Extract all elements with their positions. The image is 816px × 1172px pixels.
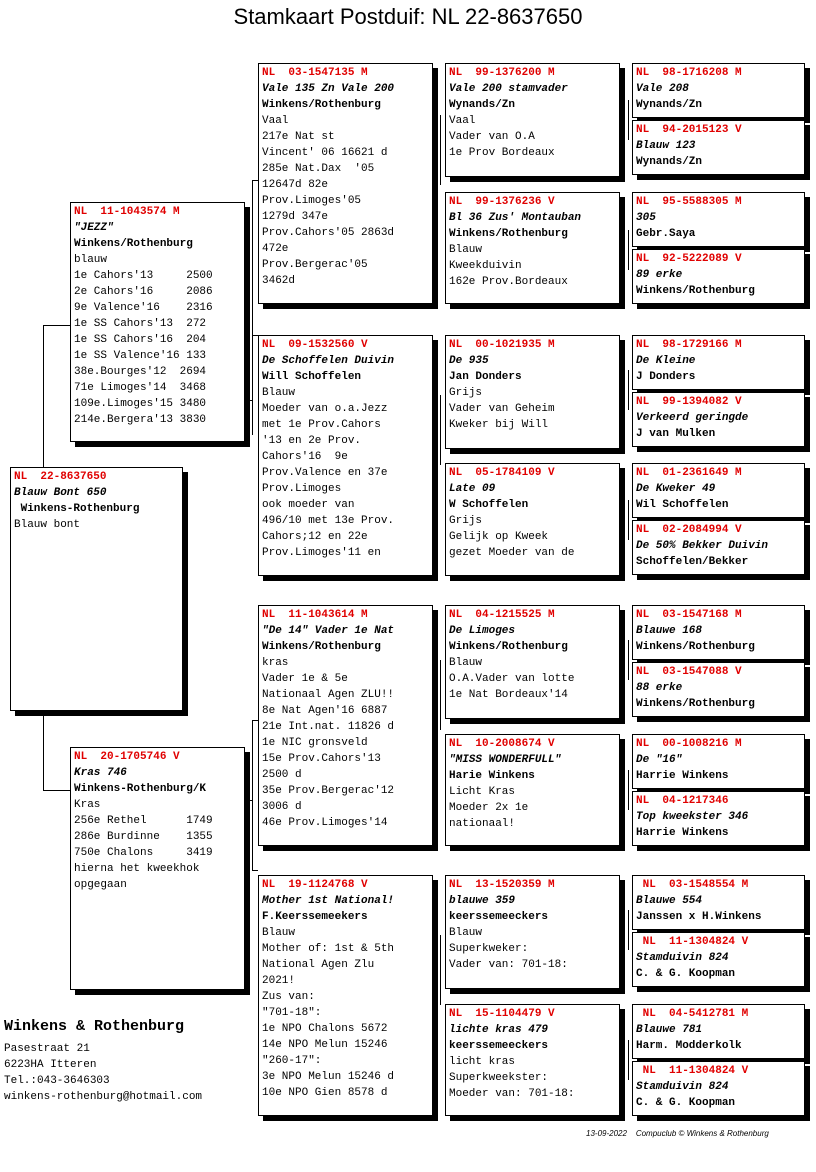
- detail-line: Blauw: [262, 927, 296, 939]
- detail-line: Prov.Limoges: [262, 483, 342, 495]
- detail-line: 1e Cahors'13 2500: [74, 270, 213, 282]
- pigeon-name: De Kweker 49: [636, 483, 716, 495]
- detail-line: 2500 d: [262, 769, 302, 781]
- detail-line: Prov.Bergerac'05: [262, 259, 368, 271]
- breeder: F.Keerssemeekers: [262, 911, 368, 923]
- breeder: Winkens-Rothenburg/K: [74, 783, 207, 795]
- owner-email: winkens-rothenburg@hotmail.com: [4, 1091, 203, 1103]
- ring-number: NL 11-1304824 V: [636, 936, 749, 948]
- ancestor-card-g11: [632, 734, 805, 789]
- breeder: Winkens-Rothenburg: [14, 503, 140, 515]
- connector-line: [43, 325, 70, 326]
- detail-line: Moeder van o.a.Jezz: [262, 403, 388, 415]
- breeder: Janssen x H.Winkens: [636, 911, 762, 923]
- pigeon-name: Vale 208: [636, 83, 689, 95]
- ring-number: NL 11-1043574 M: [74, 206, 180, 218]
- ring-number: NL 10-2008674 V: [449, 738, 555, 750]
- detail-line: Vader van O.A: [449, 131, 535, 143]
- pigeon-name: De 50% Bekker Duivin: [636, 540, 769, 552]
- detail-line: 750e Chalons 3419: [74, 847, 213, 859]
- detail-line: Blauw: [449, 244, 483, 256]
- ring-number: NL 95-5588305 M: [636, 196, 742, 208]
- ancestor-card-g1: [632, 63, 805, 118]
- granddam-paternal-card: [258, 335, 433, 576]
- connector-line: [43, 711, 44, 791]
- pigeon-name: Vale 200 stamvader: [449, 83, 568, 95]
- ancestor-card-g14: [632, 932, 805, 987]
- ancestor-card-mfm: [445, 734, 620, 846]
- pigeon-name: De Limoges: [449, 625, 516, 637]
- detail-line: 256e Rethel 1749: [74, 815, 213, 827]
- ring-number: NL 05-1784109 V: [449, 467, 555, 479]
- ancestor-card-g12: [632, 791, 805, 846]
- detail-line: '13 en 2e Prov.: [262, 435, 362, 447]
- detail-line: 1e Nat Bordeaux'14: [449, 689, 568, 701]
- detail-line: Cahors;12 en 22e: [262, 531, 368, 543]
- detail-line: 21e Int.nat. 11826 d: [262, 721, 395, 733]
- detail-line: Nationaal Agen ZLU!!: [262, 689, 395, 701]
- breeder: Harrie Winkens: [636, 770, 729, 782]
- pigeon-name: Verkeerd geringde: [636, 412, 749, 424]
- breeder: Winkens/Rothenburg: [449, 228, 568, 240]
- detail-line: 15e Prov.Cahors'13: [262, 753, 381, 765]
- breeder: Will Schoffelen: [262, 371, 362, 383]
- pigeon-name: Vale 135 Zn Vale 200: [262, 83, 395, 95]
- detail-line: 1e SS Cahors'13 272: [74, 318, 207, 330]
- detail-line: Kweker bij Will: [449, 419, 549, 431]
- print-date: 13-09-2022: [586, 1129, 627, 1138]
- detail-line: Superkweker:: [449, 943, 529, 955]
- owner-name: Winkens & Rothenburg: [4, 1018, 185, 1035]
- grandsire-maternal-card: [258, 605, 433, 846]
- ring-number: NL 99-1394082 V: [636, 396, 742, 408]
- connector-line: [252, 180, 253, 335]
- detail-line: 1e SS Valence'16 133: [74, 350, 207, 362]
- ancestor-card-g6: [632, 392, 805, 447]
- connector-line: [628, 230, 629, 270]
- breeder: J van Mulken: [636, 428, 716, 440]
- pigeon-name: "De 14" Vader 1e Nat: [262, 625, 395, 637]
- ancestor-card-mff: [445, 605, 620, 719]
- breeder: Winkens/Rothenburg: [636, 698, 755, 710]
- ancestor-card-g16: [632, 1061, 805, 1116]
- ancestor-card-g2: [632, 120, 805, 175]
- ring-number: NL 03-1547088 V: [636, 666, 742, 678]
- detail-line: blauw: [74, 254, 108, 266]
- pigeon-name: 89 erke: [636, 269, 683, 281]
- connector-line: [440, 395, 441, 465]
- connector-line: [440, 115, 441, 185]
- breeder: Winkens/Rothenburg: [74, 238, 193, 250]
- detail-line: 71e Limoges'14 3468: [74, 382, 207, 394]
- owner-city: 6223HA Itteren: [4, 1059, 97, 1071]
- detail-line: 286e Burdinne 1355: [74, 831, 213, 843]
- ancestor-card-g7: [632, 463, 805, 518]
- pigeon-name: De "16": [636, 754, 683, 766]
- ring-number: NL 22-8637650: [14, 471, 107, 483]
- pigeon-name: De Schoffelen Duivin: [262, 355, 395, 367]
- detail-line: Mother of: 1st & 5th: [262, 943, 395, 955]
- pigeon-name: 305: [636, 212, 656, 224]
- detail-line: 1279d 347e: [262, 211, 329, 223]
- detail-line: Vaal: [449, 115, 476, 127]
- detail-line: 3006 d: [262, 801, 302, 813]
- pigeon-name: Stamduivin 824: [636, 952, 729, 964]
- detail-line: Cahors'16 9e: [262, 451, 348, 463]
- detail-line: 14e NPO Melun 15246: [262, 1039, 388, 1051]
- ring-number: NL 00-1021935 M: [449, 339, 555, 351]
- pigeon-name: Mother 1st National!: [262, 895, 395, 907]
- pigeon-name: "MISS WONDERFULL": [449, 754, 562, 766]
- pigeon-name: Kras 746: [74, 767, 127, 779]
- detail-line: Blauw: [262, 387, 296, 399]
- pigeon-name: Top kweekster 346: [636, 811, 749, 823]
- connector-line: [628, 370, 629, 410]
- detail-line: Vaal: [262, 115, 289, 127]
- connector-line: [252, 720, 253, 870]
- ancestor-card-g13: [632, 875, 805, 930]
- detail-line: 1e NIC gronsveld: [262, 737, 368, 749]
- owner-info: [4, 1018, 202, 1105]
- pigeon-name: 88 erke: [636, 682, 683, 694]
- connector-line: [628, 100, 629, 140]
- ancestor-card-g4: [632, 249, 805, 304]
- ring-number: NL 99-1376236 V: [449, 196, 555, 208]
- detail-line: 12647d 82e: [262, 179, 329, 191]
- detail-line: Moeder 2x 1e: [449, 802, 529, 814]
- detail-line: 162e Prov.Bordeaux: [449, 276, 568, 288]
- detail-line: 285e Nat.Dax '05: [262, 163, 375, 175]
- pigeon-name: Blauw 123: [636, 140, 696, 152]
- detail-line: Grijs: [449, 515, 483, 527]
- ring-number: NL 03-1547168 M: [636, 609, 742, 621]
- ring-number: NL 01-2361649 M: [636, 467, 742, 479]
- detail-line: 8e Nat Agen'16 6887: [262, 705, 388, 717]
- grandsire-paternal-card: [258, 63, 433, 304]
- father-card: [70, 202, 245, 442]
- breeder: Wynands/Zn: [636, 156, 703, 168]
- connector-line: [245, 800, 253, 801]
- connector-line: [43, 325, 44, 467]
- detail-line: O.A.Vader van lotte: [449, 673, 575, 685]
- detail-line: 109e.Limoges'15 3480: [74, 398, 207, 410]
- detail-line: Licht Kras: [449, 786, 516, 798]
- detail-line: 35e Prov.Bergerac'12: [262, 785, 395, 797]
- detail-line: licht kras: [449, 1056, 516, 1068]
- ring-number: NL 03-1548554 M: [636, 879, 749, 891]
- detail-line: 1e SS Cahors'16 204: [74, 334, 207, 346]
- detail-line: Kweekduivin: [449, 260, 522, 272]
- detail-line: Vader van Geheim: [449, 403, 555, 415]
- ring-number: NL 20-1705746 V: [74, 751, 180, 763]
- ring-number: NL 19-1124768 V: [262, 879, 368, 891]
- detail-line: 38e.Bourges'12 2694: [74, 366, 207, 378]
- breeder: Winkens/Rothenburg: [262, 99, 381, 111]
- ring-number: NL 09-1532560 V: [262, 339, 368, 351]
- ancestor-card-mmm: [445, 1004, 620, 1116]
- ring-number: NL 92-5222089 V: [636, 253, 742, 265]
- breeder: C. & G. Koopman: [636, 968, 736, 980]
- page-title: Stamkaart Postduif: NL 22-8637650: [233, 4, 583, 29]
- connector-line: [252, 335, 253, 435]
- detail-line: Vader van: 701-18:: [449, 959, 568, 971]
- detail-line: 2021!: [262, 975, 296, 987]
- granddam-maternal-card: [258, 875, 433, 1116]
- connector-line: [252, 870, 258, 871]
- detail-line: 2e Cahors'16 2086: [74, 286, 213, 298]
- ring-number: NL 11-1304824 V: [636, 1065, 749, 1077]
- detail-line: Prov.Valence en 37e: [262, 467, 388, 479]
- breeder: Gebr.Saya: [636, 228, 696, 240]
- connector-line: [628, 500, 629, 540]
- pigeon-name: "JEZZ": [74, 222, 114, 234]
- ring-number: NL 04-5412781 M: [636, 1008, 749, 1020]
- ancestor-card-ffm: [445, 192, 620, 304]
- breeder: Wynands/Zn: [636, 99, 703, 111]
- ring-number: NL 02-2084994 V: [636, 524, 742, 536]
- detail-line: Moeder van: 701-18:: [449, 1088, 575, 1100]
- detail-line: Grijs: [449, 387, 483, 399]
- detail-line: Prov.Limoges'05: [262, 195, 362, 207]
- ancestor-card-fmf: [445, 335, 620, 449]
- breeder: Jan Donders: [449, 371, 522, 383]
- detail-line: Vader 1e & 5e: [262, 673, 348, 685]
- connector-line: [628, 640, 629, 680]
- ancestor-card-g10: [632, 662, 805, 717]
- ring-number: NL 94-2015123 V: [636, 124, 742, 136]
- detail-line: 472e: [262, 243, 289, 255]
- detail-line: 217e Nat st: [262, 131, 335, 143]
- mother-card: [70, 747, 245, 990]
- detail-line: 1e Prov Bordeaux: [449, 147, 555, 159]
- connector-line: [440, 935, 441, 1005]
- pigeon-name: Late 09: [449, 483, 496, 495]
- detail-line: 1e NPO Chalons 5672: [262, 1023, 388, 1035]
- breeder: Winkens/Rothenburg: [449, 641, 568, 653]
- breeder: C. & G. Koopman: [636, 1097, 736, 1109]
- connector-line: [628, 770, 629, 810]
- detail-line: ook moeder van: [262, 499, 355, 511]
- ancestor-card-mmf: [445, 875, 620, 989]
- subject-pigeon-card: [10, 467, 183, 711]
- detail-line: hierna het kweekhok: [74, 863, 200, 875]
- ring-number: NL 11-1043614 M: [262, 609, 368, 621]
- ring-number: NL 99-1376200 M: [449, 67, 555, 79]
- connector-line: [628, 1040, 629, 1080]
- detail-line: nationaal!: [449, 818, 516, 830]
- breeder: J Donders: [636, 371, 696, 383]
- pigeon-name: Blauw Bont 650: [14, 487, 107, 499]
- owner-street: Pasestraat 21: [4, 1043, 90, 1055]
- detail-line: kras: [262, 657, 289, 669]
- credit: Compuclub © Winkens & Rothenburg: [635, 1129, 769, 1138]
- breeder: Schoffelen/Bekker: [636, 556, 749, 568]
- breeder: W Schoffelen: [449, 499, 529, 511]
- detail-line: Prov.Cahors'05 2863d: [262, 227, 395, 239]
- detail-line: 496/10 met 13e Prov.: [262, 515, 395, 527]
- detail-line: 3e NPO Melun 15246 d: [262, 1071, 395, 1083]
- detail-line: Gelijk op Kweek: [449, 531, 549, 543]
- connector-line: [43, 790, 70, 791]
- ring-number: NL 00-1008216 M: [636, 738, 742, 750]
- breeder: Wynands/Zn: [449, 99, 516, 111]
- pigeon-name: blauwe 359: [449, 895, 516, 907]
- detail-line: gezet Moeder van de: [449, 547, 575, 559]
- ancestor-card-g8: [632, 520, 805, 575]
- ring-number: NL 15-1104479 V: [449, 1008, 555, 1020]
- ancestor-card-g15: [632, 1004, 805, 1059]
- pigeon-name: Bl 36 Zus' Montauban: [449, 212, 582, 224]
- pigeon-name: De 935: [449, 355, 489, 367]
- pigeon-name: Blauwe 554: [636, 895, 703, 907]
- detail-line: 214e.Bergera'13 3830: [74, 414, 207, 426]
- ring-number: NL 03-1547135 M: [262, 67, 368, 79]
- owner-phone: Tel.:043-3646303: [4, 1075, 110, 1087]
- detail-line: 46e Prov.Limoges'14: [262, 817, 388, 829]
- detail-line: Blauw bont: [14, 519, 81, 531]
- breeder: Wil Schoffelen: [636, 499, 729, 511]
- connector-line: [245, 400, 253, 401]
- detail-line: Kras: [74, 799, 101, 811]
- pigeon-name: De Kleine: [636, 355, 696, 367]
- ancestor-card-fmm: [445, 463, 620, 576]
- detail-line: opgegaan: [74, 879, 127, 891]
- pigeon-name: Stamduivin 824: [636, 1081, 729, 1093]
- detail-line: Blauw: [449, 927, 483, 939]
- connector-line: [440, 660, 441, 730]
- detail-line: 9e Valence'16 2316: [74, 302, 213, 314]
- breeder: Winkens/Rothenburg: [636, 285, 755, 297]
- ancestor-card-fff: [445, 63, 620, 177]
- ring-number: NL 04-1217346: [636, 795, 729, 807]
- detail-line: Prov.Limoges'11 en: [262, 547, 381, 559]
- detail-line: 3462d: [262, 275, 296, 287]
- breeder: Winkens/Rothenburg: [262, 641, 381, 653]
- breeder: Harrie Winkens: [636, 827, 729, 839]
- breeder: keerssemeeckers: [449, 911, 549, 923]
- pigeon-name: lichte kras 479: [449, 1024, 549, 1036]
- detail-line: Zus van:: [262, 991, 315, 1003]
- ring-number: NL 98-1729166 M: [636, 339, 742, 351]
- detail-line: met 1e Prov.Cahors: [262, 419, 381, 431]
- pigeon-name: Blauwe 168: [636, 625, 703, 637]
- ring-number: NL 13-1520359 M: [449, 879, 555, 891]
- breeder: Harm. Modderkolk: [636, 1040, 742, 1052]
- ancestor-card-g5: [632, 335, 805, 390]
- pigeon-name: Blauwe 781: [636, 1024, 703, 1036]
- breeder: keerssemeeckers: [449, 1040, 549, 1052]
- ancestor-card-g3: [632, 192, 805, 247]
- ancestor-card-g9: [632, 605, 805, 660]
- detail-line: Vincent' 06 16621 d: [262, 147, 388, 159]
- ring-number: NL 98-1716208 M: [636, 67, 742, 79]
- breeder: Harie Winkens: [449, 770, 535, 782]
- footer: [586, 1129, 769, 1138]
- detail-line: "260-17":: [262, 1055, 322, 1067]
- detail-line: "701-18":: [262, 1007, 322, 1019]
- connector-line: [628, 910, 629, 950]
- detail-line: National Agen Zlu: [262, 959, 375, 971]
- ring-number: NL 04-1215525 M: [449, 609, 555, 621]
- detail-line: 10e NPO Gien 8578 d: [262, 1087, 388, 1099]
- breeder: Winkens/Rothenburg: [636, 641, 755, 653]
- detail-line: Blauw: [449, 657, 483, 669]
- detail-line: Superkweekster:: [449, 1072, 549, 1084]
